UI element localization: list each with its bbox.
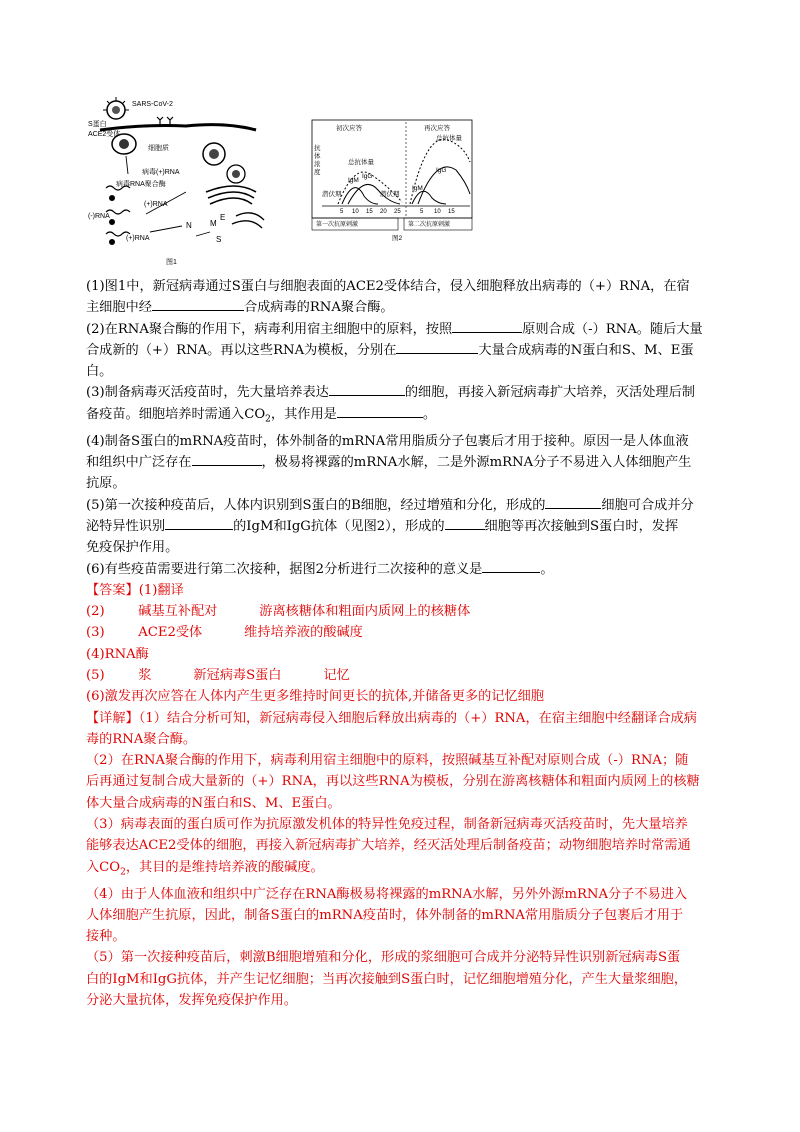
pathway-arrows	[126, 156, 210, 236]
q4-text: 抗原。	[86, 476, 126, 492]
tick-label: 5	[340, 209, 344, 215]
answer-1: (1)翻译	[138, 582, 184, 598]
q4-text: 和组织中广泛存在	[86, 455, 192, 471]
answer-blank[interactable]	[445, 516, 485, 530]
label-virus: SARS-CoV-2	[132, 101, 173, 108]
x-ticks	[340, 209, 455, 215]
label-igg-secondary: IgG	[436, 167, 447, 174]
answer-6: (6)激发再次应答在人体内产生更多维持时间更长的抗体,并储备更多的记忆细胞	[86, 689, 545, 705]
tick-label: 25	[394, 209, 401, 215]
label-minus-rna: (-)RNA	[88, 213, 110, 220]
figure-1-caption: 图1	[166, 259, 177, 266]
q1-text: (1)图1中，新冠病毒通过S蛋白与细胞表面的ACE2受体结合，侵入细胞释放出病毒的（+）RNA，在宿	[86, 279, 690, 294]
answer-2: (2) 碱基互补配对 游离核糖体和粗面内质网上的核糖体	[86, 604, 471, 620]
label-ace2: ACE2受体	[88, 131, 121, 138]
answer-blank[interactable]	[452, 319, 522, 333]
answer-blank[interactable]	[192, 452, 262, 466]
q3-text: 的细胞，再接入新冠病毒扩大培养，灭活处理后制	[404, 385, 695, 401]
label-plus-rna-2: (+)RNA	[144, 201, 168, 208]
answer-4: (4)RNA酶	[86, 646, 149, 662]
q1-text: 合成病毒的RNA聚合酶。	[243, 300, 394, 316]
explanation-section	[86, 708, 718, 1012]
answer-blank[interactable]	[396, 340, 478, 354]
answer-blank[interactable]	[165, 516, 233, 530]
explanation-1: （1）结合分析可知，新冠病毒侵入细胞后释放出病毒的（+）RNA，在宿主细胞中经翻译合成病	[138, 710, 697, 726]
answer-header: 【答案】	[86, 582, 139, 598]
tick-label: 15	[366, 209, 373, 215]
label-total-primary: 总抗体量	[348, 159, 374, 166]
q2-text: (2)在RNA聚合酶的作用下，病毒利用宿主细胞中的原料，按照	[86, 321, 453, 337]
q2-text: 原则合成（-）RNA。随后大量	[522, 321, 703, 337]
answer-5: (5) 浆 新冠病毒S蛋白 记忆	[86, 667, 350, 683]
q3-text: 。	[422, 406, 437, 422]
label-first-stimulus: 第一次抗原刺激	[316, 222, 359, 228]
figure-1-virus-lifecycle	[86, 96, 300, 268]
virus-particle-icon	[103, 97, 129, 119]
q5-text: (5)第一次接种疫苗后，人体内识别到S蛋白的B细胞，经过增殖和分化，形成的	[86, 497, 546, 513]
q5-text: 的IgM和IgG抗体（见图2），形成的	[233, 518, 445, 534]
q3-text: (3)制备病毒灭活疫苗时，先大量培养表达	[86, 385, 329, 401]
question-6	[86, 559, 718, 580]
cell-membrane	[100, 125, 256, 130]
tick-label: 20	[380, 209, 387, 215]
answer-blank[interactable]	[337, 404, 423, 418]
q3-text: 备疫苗。细胞培养时需通入CO	[86, 406, 266, 422]
explanation-2: 后再通过复制合成大量新的（+）RNA，再以这些RNA为模板，分别在游离核糖体和粗面内质网上的核糖	[86, 774, 700, 790]
explanation-3: 入CO	[86, 859, 121, 875]
label-igm-secondary: IgM	[412, 185, 423, 192]
explanation-5: 白的IgM和IgG抗体，并产生记忆细胞；当再次接触到S蛋白时，记忆细胞增殖分化，产生大量浆细胞，	[86, 971, 688, 987]
tick-label: 10	[434, 209, 441, 215]
question-4	[86, 431, 718, 495]
answer-section	[86, 580, 718, 708]
explanation-4: （4）由于人体血液和组织中广泛存在RNA酶极易将裸露的mRNA水解，另外外源mRNA分子不易进入	[86, 886, 688, 902]
label-igm-primary: IgM	[348, 177, 359, 184]
question-2	[86, 319, 718, 383]
answer-blank[interactable]	[482, 559, 540, 573]
label-plus-rna-3: (+)RNA	[126, 235, 150, 242]
budding-virus-icon	[203, 143, 245, 183]
q5-text: 细胞可合成并分	[601, 497, 694, 513]
q5-text: 细胞等再次接触到S蛋白时，发挥	[484, 518, 679, 534]
label-m: M	[210, 219, 217, 228]
q6-text: 。	[540, 561, 554, 577]
answer-blank[interactable]	[152, 297, 244, 311]
label-s-protein: S蛋白	[88, 121, 107, 128]
explanation-1: 毒的RNA聚合酶。	[86, 731, 197, 747]
q1-text: 主细胞中经	[86, 300, 152, 316]
question-5	[86, 495, 718, 559]
explanation-4: 人体细胞产生抗原，因此，制备S蛋白的mRNA疫苗时，体外制备的mRNA常用脂质分子包裹后才用于	[86, 907, 684, 923]
label-second-stimulus: 第二次抗原刺激	[408, 222, 451, 228]
question-3: (3)制备病毒灭活疫苗时，先大量培养表达 的细胞，再接入新冠病毒扩大培养，灭活处理后制 备疫苗。细胞培养时需通入$CO_2$，其作用是 。	[86, 382, 718, 430]
label-secondary: 再次应答	[424, 125, 450, 132]
label-primary: 初次应答	[336, 125, 362, 132]
label-total-secondary: 总抗体量	[436, 135, 462, 142]
ribosome-icon	[109, 195, 115, 201]
q6-text: (6)有些疫苗需要进行第二次接种，据图2分析进行二次接种的意义是	[86, 561, 483, 577]
explanation-2: （2）在RNA聚合酶的作用下，病毒利用宿主细胞中的原料，按照碱基互补配对原则合成（-）RNA；随	[86, 753, 689, 769]
explanation-header: 【详解】	[86, 710, 139, 726]
explanation-3: ，其目的是维持培养液的酸碱度。	[125, 859, 324, 875]
answer-blank[interactable]	[329, 382, 405, 396]
explanation-3: （3）病毒表面的蛋白质可作为抗原激发机体的特异性免疫过程，制备新冠病毒灭活疫苗时，先大量培养	[86, 817, 688, 833]
tick-label: 15	[448, 209, 455, 215]
q4-text: (4)制备S蛋白的mRNA疫苗时，体外制备的mRNA常用脂质分子包裹后才用于接种。原因一是人体血液	[86, 433, 689, 449]
q4-text: ，极易将裸露的mRNA水解，二是外源mRNA分子不易进入人体细胞产生	[261, 455, 692, 471]
q3-text: ，其作用是	[270, 406, 337, 422]
explanation-4: 接种。	[86, 929, 126, 945]
label-n: N	[186, 221, 192, 230]
figure-2-antibody-response	[308, 116, 476, 244]
answer-3: (3) ACE2受体 维持培养液的酸碱度	[86, 625, 363, 641]
q2-text: 合成新的（+）RNA。再以这些RNA为模板，分别在	[86, 342, 397, 358]
tick-label: 10	[352, 209, 359, 215]
document-body	[86, 276, 718, 1011]
explanation-5: 分泌大量抗体，发挥免疫保护作用。	[86, 993, 297, 1009]
label-plus-rna: 病毒(+)RNA	[142, 169, 180, 176]
label-cytoplasm: 细胞质	[148, 145, 169, 152]
q5-text: 免疫保护作用。	[86, 540, 179, 556]
figure-2-caption: 图2	[392, 235, 403, 242]
question-1	[86, 276, 718, 319]
er-icon	[232, 213, 264, 228]
label-polymerase: 病毒RNA聚合酶	[116, 181, 166, 188]
answer-blank[interactable]	[545, 495, 601, 509]
label-igg-primary: IgG	[362, 173, 373, 180]
subscript: 2	[120, 867, 126, 878]
label-s: S	[216, 235, 222, 244]
label-latent-secondary: 潜伏期	[380, 191, 400, 198]
q2-text: 大量合成病毒的N蛋白和S、M、E蛋	[478, 342, 694, 358]
label-latent-primary: 潜伏期	[322, 191, 342, 198]
explanation-2: 体大量合成病毒的N蛋白和S、M、E蛋白。	[86, 795, 341, 811]
q2-text: 白。	[86, 364, 113, 380]
tick-label: 5	[420, 209, 424, 215]
label-e: E	[220, 213, 226, 222]
q5-text: 泌特异性识别	[86, 518, 166, 534]
y-axis-label: 抗体浓度	[314, 145, 321, 176]
golgi-icon	[206, 186, 256, 204]
explanation-3: 能够表达ACE2受体的细胞，再接入新冠病毒扩大培养，经灭活处理后制备疫苗；动物细胞培养时常需通	[86, 838, 691, 854]
explanation-5: （5）第一次接种疫苗后，刺激B细胞增殖和分化，形成的浆细胞可合成并分泌特异性识别新冠病毒S蛋	[86, 950, 681, 966]
